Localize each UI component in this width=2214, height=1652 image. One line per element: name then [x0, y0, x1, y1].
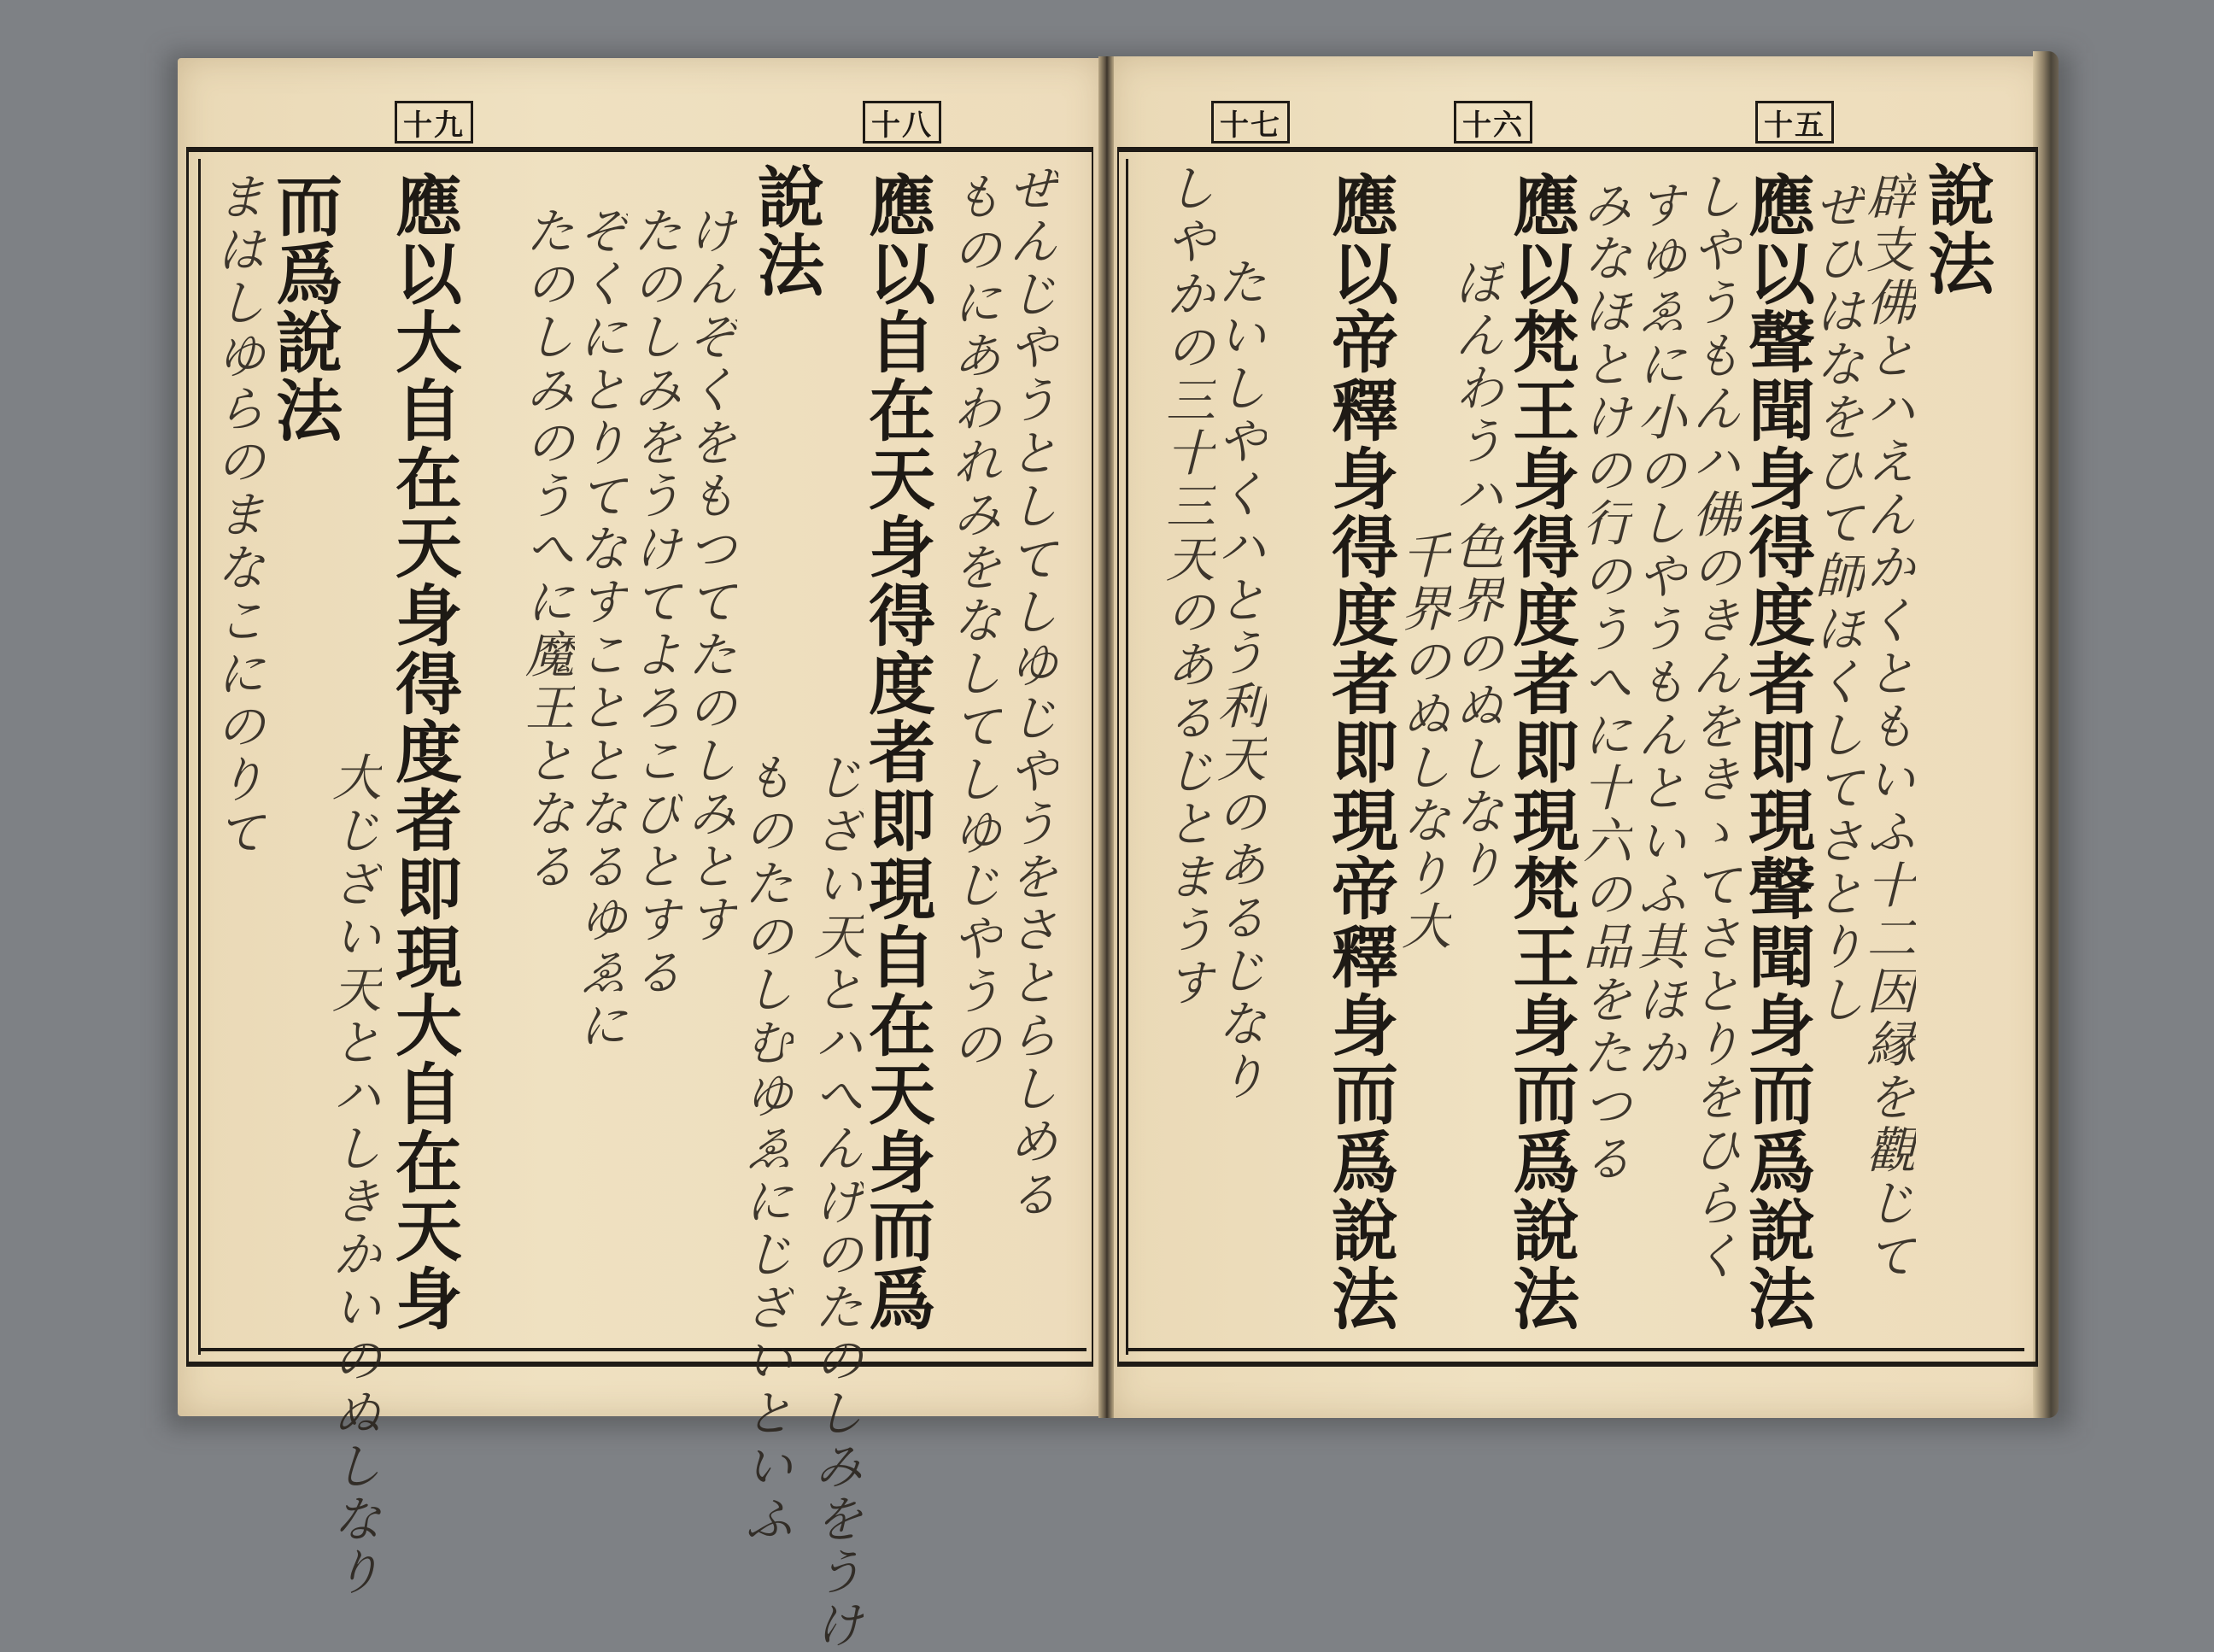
- text-column: ぼんわうハ色界のぬしなり: [1446, 256, 1504, 892]
- text-column: 應以大自在天身得度者即現大自在天身: [384, 171, 462, 1333]
- left-inner-rule: [198, 159, 201, 1355]
- text-column: 應以梵王身得度者即現梵王身而爲說法: [1502, 171, 1579, 1333]
- text-column: 說法: [747, 162, 824, 299]
- text-column: ぞくにとりてなすこととなるゆゑに: [570, 205, 628, 1052]
- text-column: ものにあわれみをなしてしゆじやうの: [944, 171, 1002, 1071]
- page-number-right-c: 十五: [1755, 101, 1834, 144]
- text-column: しやうもんハ佛のきんをきゝてさとりをひらく: [1684, 171, 1742, 1283]
- text-column: まはしゆらのまなこにのりて: [208, 171, 266, 859]
- text-column: たいしやくハとう利天のあるじなり: [1209, 256, 1267, 1104]
- text-column: 大じざい天とハしきかいのぬしなり: [324, 752, 382, 1599]
- text-column: たのしみのうへに魔王となる: [517, 205, 575, 893]
- page-number-left-b: 十八: [863, 101, 941, 144]
- right-bottom-rule: [1126, 1348, 2024, 1351]
- text-column: じざい天とハへんげのたのしみをうけ: [805, 752, 864, 1652]
- text-column: 應以聲聞身得度者即現聲聞身而爲說法: [1737, 171, 1815, 1333]
- text-column: すゆゑに小のしやうもんといふ其ほか: [1629, 179, 1687, 1080]
- text-column: 應以自在天身得度者即現自在天身而爲: [858, 171, 935, 1333]
- book-gutter: [1098, 56, 1114, 1418]
- page-number-left-a: 十九: [395, 101, 473, 144]
- text-column: ものたのしむゆゑにじざいといふ: [735, 752, 794, 1546]
- text-column: けんぞくをもつてたのしみとす: [679, 205, 737, 946]
- text-column: 而爲說法: [265, 171, 343, 444]
- page-number-right-a: 十七: [1211, 101, 1290, 144]
- text-column: みなほとけの行のうへに十六の品をたつる: [1574, 179, 1632, 1186]
- text-column: たのしみをうけてよろこびとする: [624, 205, 682, 999]
- right-inner-rule: [1126, 159, 1128, 1355]
- text-column: しやかの三十三天のあるじとまうす: [1157, 162, 1215, 1010]
- page-number-right-b: 十六: [1454, 101, 1532, 144]
- text-column: 辟支佛とハえんかくともいふ十二因縁を觀じて: [1858, 171, 1916, 1283]
- text-column: ぜんじやうとしてしゆじやうをさとらしめる: [1000, 162, 1058, 1221]
- text-column: 千界のぬしなり大: [1393, 530, 1451, 953]
- text-column: ぜひはなをひて師ほくしてさとりし: [1807, 179, 1865, 1027]
- text-column: 說法: [1917, 161, 1994, 297]
- text-column: 應以帝釋身得度者即現帝釋身而爲說法: [1321, 171, 1398, 1333]
